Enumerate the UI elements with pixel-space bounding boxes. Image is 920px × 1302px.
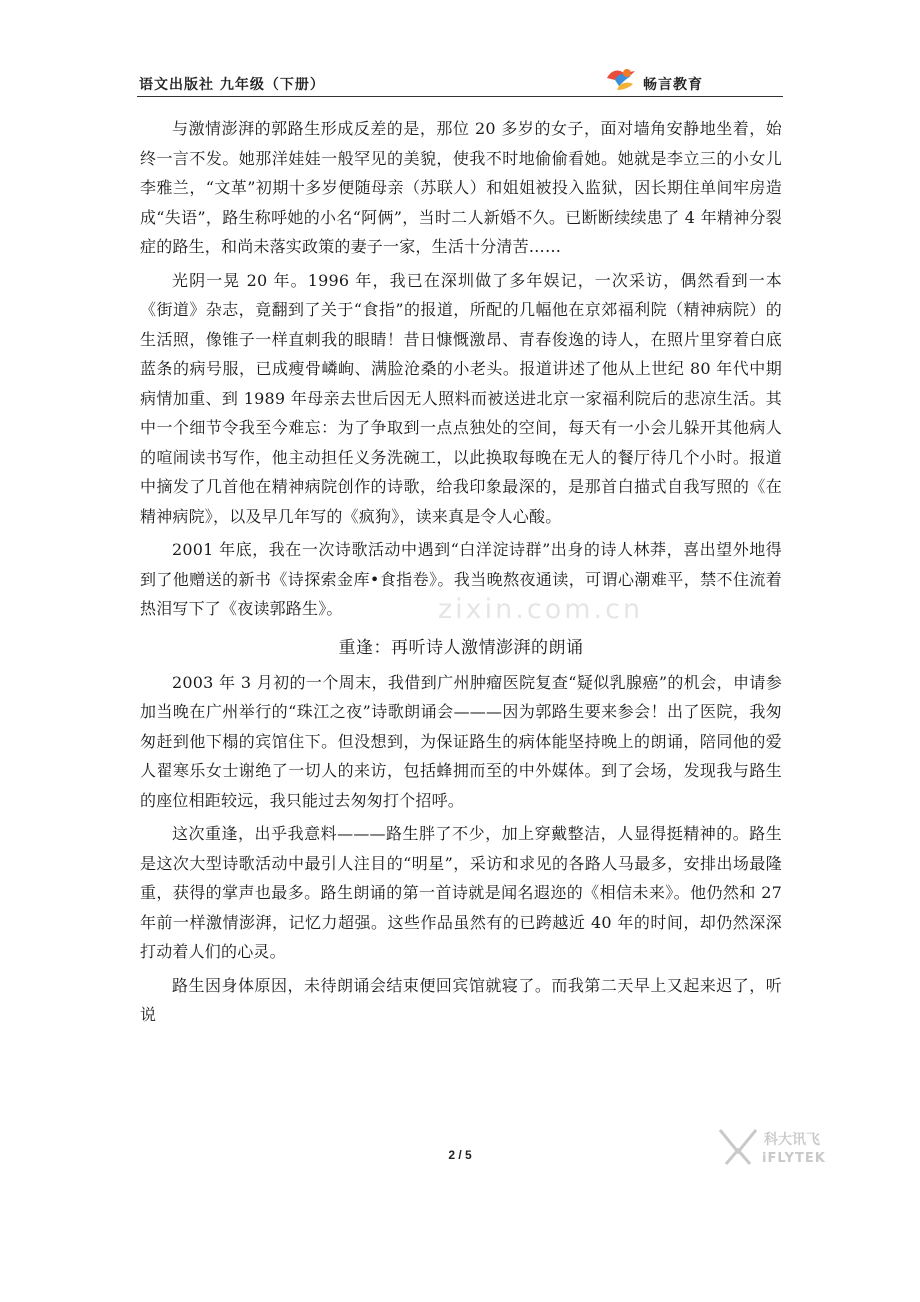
paragraph-3: 2001 年底，我在一次诗歌活动中遇到“白洋淀诗群”出身的诗人林莽，喜出望外地得到了他赠送的新书《诗探索金库•食指卷》。我当晚熬夜通读，可谓心潮难平，禁不住流着热泪写下了《夜读郭路生》。 [140,540,782,618]
brand-name: 畅言教育 [643,77,703,93]
watermark: zixin.com.cn [438,594,644,625]
paragraph-1: 与激情澎湃的郭路生形成反差的是，那位 20 多岁的女子，面对墙角安静地坐着，始终一言不发。她那洋娃娃一般罕见的美貌，使我不时地偷偷看她。她就是李立三的小女儿李雅兰，“文革”初期十多岁便随母亲（苏联人）和姐姐被投入监狱，因长期住单间牢房造成“失语”，路生称呼她的小名“阿俩”，当时二人新婚不久。已断断续续患了 4 年精神分裂症的路生，和尚未落实政策的妻子一家，生活十分清苦…… [140,119,782,256]
paragraph-4: 2003 年 3 月初的一个周末，我借到广州肿瘤医院复查“疑似乳腺癌”的机会，申请参加当晚在广州举行的“珠江之夜”诗歌朗诵会———因为郭路生要来参会！出了医院，我匆匆赶到他下榻的宾馆住下。但没想到，为保证路生的病体能坚持晚上的朗诵，陪同他的爱人翟寒乐女士谢绝了一切人的来访，包括蜂拥而至的中外媒体。到了会场，发现我与路生的座位相距较远，我只能过去匆匆打个招呼。 [140,672,782,810]
logo-text-en: iFLYTEK [762,1151,826,1166]
iflytek-logo-icon [716,1124,836,1170]
page-number: 2 / 5 [448,1148,472,1162]
brand [603,64,703,94]
paragraph-2: 光阴一晃 20 年。1996 年，我已在深圳做了多年娱记，一次采访，偶然看到一本《街道》杂志，竟翻到了关于“食指”的报道，所配的几幅他在京郊福利院（精神病院）的生活照，像锥子一样直刺我的眼睛！昔日慷慨激昂、青春俊逸的诗人，在照片里穿着白底蓝条的病号服，已成瘦骨嶙峋、满脸沧桑的小老头。报道讲述了他从上世纪 80 年代中期病情加重、到 1989 年母亲去世后因无人照料而被送进北京一家福利院后的悲凉生活。其中一个细节令我至今难忘：为了争取到一点点独处的空间，每天有一小会儿躲开其他病人的喧闹读书写作，他主动担任义务洗碗工，以此换取每晚在无人的餐厅待几个小时。报道中摘发了几首他在精神病院创作的诗歌，给我印象最深的，是那首白描式自我写照的《在精神病院》，以及早几年写的《疯狗》，读来真是令人心酸。 [140,270,782,526]
page-header [137,62,783,97]
paragraph-5: 这次重逢，出乎我意料———路生胖了不少，加上穿戴整洁，人显得挺精神的。路生是这次大型诗歌活动中最引人注目的“明星”，采访和求见的各路人马最多，安排出场最隆重，获得的掌声也最多。路生朗诵的第一首诗就是闻名遐迩的《相信未来》。他仍然和 27 年前一样激情澎湃，记忆力超强。这些作品虽然有的已跨越近 40 年的时间，却仍然深深打动着人们的心灵。 [140,824,782,961]
logo-text-cn: 科大讯飞 [764,1132,820,1148]
publisher-label: 语文出版社 九年级（下册） [139,77,325,93]
article-body [140,114,782,1030]
paragraph-6: 路生因身体原因，未待朗诵会结束便回宾馆就寝了。而我第二天早上又起来迟了，听说 [140,975,782,1024]
section-heading: 重逢：再听诗人激情澎湃的朗诵 [338,637,584,658]
bird-logo-icon [603,64,637,94]
